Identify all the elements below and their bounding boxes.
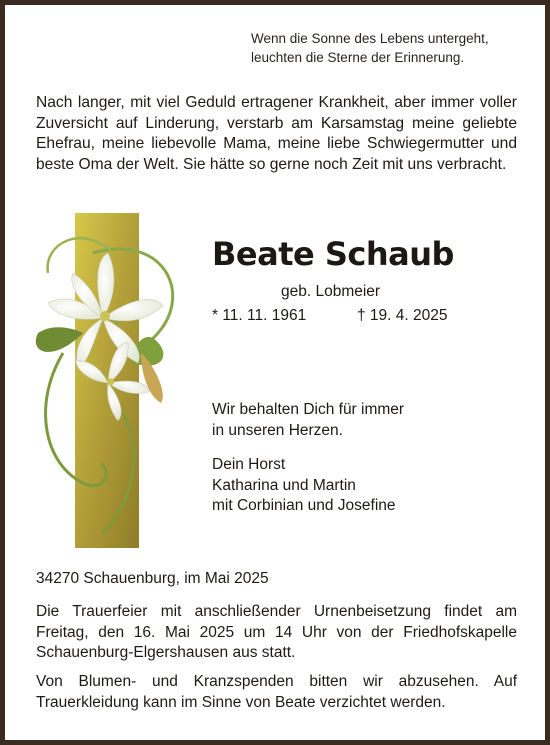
flowers-note: Von Blumen- und Kranzspenden bitten wir abzusehen. Auf Trauerkleidung kann im Sinne von Beate verzichtet werden.	[36, 673, 517, 711]
life-dates	[212, 307, 448, 325]
motto	[251, 29, 521, 67]
mourners-list	[212, 455, 396, 517]
motto-line-1: Wenn die Sonne des Lebens untergeht,	[251, 31, 489, 46]
deceased-name: Beate Schaub	[212, 235, 454, 273]
place-date: 34270 Schauenburg, im Mai 2025	[36, 570, 269, 587]
farewell-text	[212, 400, 404, 441]
farewell-line-2: in unseren Herzen.	[212, 421, 343, 439]
birth-date: * 11. 11. 1961	[212, 307, 307, 324]
mourner: Katharina und Martin	[212, 476, 356, 494]
intro-text: Nach langer, mit viel Geduld ertragener Krankheit, aber immer voller Zuversicht auf Linderung, verstarb am Karsamstag meine geliebte Ehefrau, meine liebevolle Mama, meine liebe Schwiegermutter und beste Oma der Welt. Sie hätte so gerne noch Zeit mit uns verbracht.	[36, 94, 517, 173]
lily-image	[23, 213, 188, 548]
mourner: mit Corbinian und Josefine	[212, 497, 396, 514]
maiden-name: geb. Lobmeier	[281, 283, 381, 300]
death-date: † 19. 4. 2025	[357, 307, 448, 324]
farewell-line-1: Wir behalten Dich für immer	[212, 401, 405, 418]
funeral-info: Die Trauerfeier mit anschließender Urnenbeisetzung findet am Freitag, den 16. Mai 2025 um 14 Uhr von der Friedhofskapelle Schauenburg-Elgershausen aus statt.	[36, 603, 517, 662]
obituary-notice	[5, 5, 545, 740]
mourner: Dein Horst	[212, 456, 286, 473]
motto-line-2: leuchten die Sterne der Erinnerung.	[251, 50, 465, 65]
